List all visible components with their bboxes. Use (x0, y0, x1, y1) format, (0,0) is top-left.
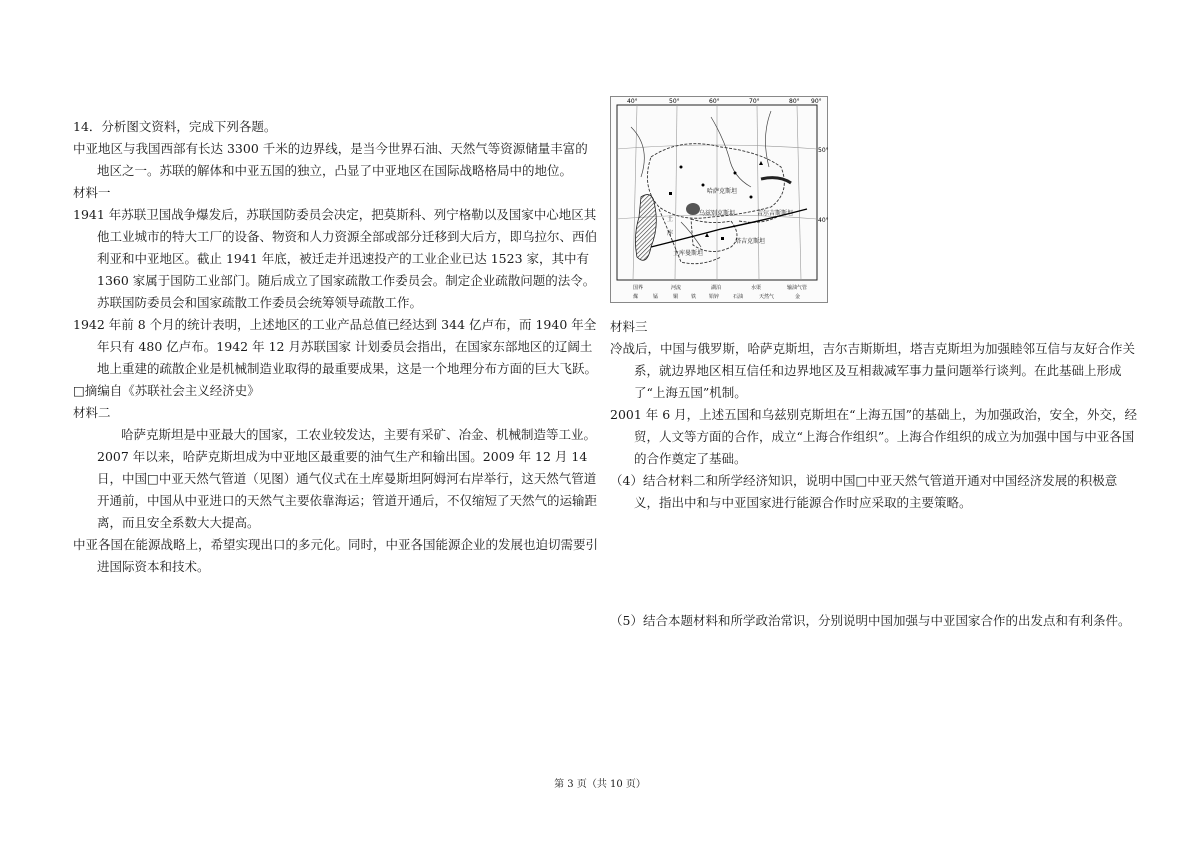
legend-item: 水渠 (751, 285, 762, 291)
intro-paragraph: 中亚地区与我国西部有长达 3300 千米的边界线，是当今世界石油、天然气等资源储量丰富的 地区之一。苏联的解体和中亚五国的独立，凸显了中亚地区在国际战略格局中的地位。 (73, 141, 588, 178)
place-label: 哈萨克斯坦 (707, 188, 738, 195)
material-3-paragraph-1: 冷战后，中国与俄罗斯，哈萨克斯坦，吉尔吉斯斯坦，塔吉克斯坦为加强睦邻互信与友好合作关系，就边界地区相互信任和边界地区及互相裁减军事力量问题举行谈判。在此基础上形成了“上海五国”机制。 (610, 341, 1136, 400)
legend-item: 石油 (733, 294, 744, 300)
lat-label: 40° (818, 217, 829, 224)
legend-item: 煤 (633, 294, 639, 300)
legend-item: 锰 (653, 294, 659, 300)
material-3-title: 材料三 (610, 319, 648, 334)
place-label: 乌兹别克斯坦 (699, 210, 736, 217)
place-label: 土库曼斯坦 (673, 250, 704, 257)
answer-space-4 (610, 514, 1138, 610)
map-figure (611, 97, 827, 302)
place-label: 吉尔吉斯斯坦 (757, 210, 794, 217)
legend-item: 输油气管 (787, 285, 808, 291)
lon-label: 90° (811, 98, 822, 105)
lat-label: 50° (818, 147, 829, 154)
legend-item: 湖泊 (711, 285, 722, 291)
question-5: （5）结合本题材料和所学政治常识，分别说明中国加强与中亚国家合作的出发点和有利条件。 (610, 613, 1131, 628)
page-footer: 第 3 页（共 10 页） (554, 779, 646, 790)
left-column (73, 116, 601, 578)
material-1-paragraph-2: 1942 年前 8 个月的统计表明，上述地区的工业产品总值已经达到 344 亿卢布，而 1940 年全年只有 480 亿卢布。1942 年 12 月苏联国家 计划委员会指出，在国家东部地区的辽阔土地上重建的疏散企业是机械制造业取得的最重要成果，这是一个地理分布方面的巨大飞跃。 (73, 317, 598, 376)
legend-item: 河流 (671, 285, 682, 291)
lon-label: 70° (749, 98, 760, 105)
place-label: 库 (667, 230, 674, 237)
material-1-paragraph-1: 1941 年苏联卫国战争爆发后，苏联国防委员会决定，把莫斯科、列宁格勒以及国家中心地区其他工业城市的特大工厂的设备、物资和人力资源全部或部分迁移到大后方，即乌拉尔、西伯利亚和中亚地区。截止 1941 年底，被迁走并迅速投产的工业企业已达 1523 家，其中有 1360 家属于国防工业部门。随后成立了国家疏散工作委员会。制定企业疏散问题的法令。苏联国防委员会和国家疏散工作委员会统筹领导疏散工作。 (73, 207, 598, 310)
question-14-title: 14．分析图文资料，完成下列各题。 (73, 119, 277, 134)
lon-label: 50° (669, 98, 680, 105)
legend-item: 天然气 (759, 294, 775, 300)
material-2-paragraph-2: 中亚各国在能源战略上，希望实现出口的多元化。同时，中亚各国能源企业的发展也迫切需要引进国际资本和技术。 (73, 537, 599, 574)
central-asia-pipeline-map (610, 96, 828, 303)
lon-label: 80° (789, 98, 800, 105)
place-label: 土 (667, 216, 674, 223)
lon-label: 60° (709, 98, 720, 105)
material-3-paragraph-2: 2001 年 6 月，上述五国和乌兹别克斯坦在“上海五国”的基础上，为加强政治，安全，外交，经贸，人文等方面的合作，成立“上海合作组织”。上海合作组织的成立为加强中国与中亚各国的合作奠定了基础。 (610, 407, 1137, 466)
legend-item: 金 (795, 294, 801, 300)
material-2-paragraph-1: 哈萨克斯坦是中亚最大的国家，工农业较发达，主要有采矿、冶金、机械制造等工业。2007 年以来，哈萨克斯坦成为中亚地区最重要的油气生产和输出国。2009 年 12 月 14 日，中国□中亚天然气管道（见图）通气仪式在土库曼斯坦阿姆河右岸举行，这天然气管道开通前，中国从中亚进口的天然气主要依靠海运；管道开通后，不仅缩短了天然气的运输距离，而且安全系数大大提高。 (97, 427, 598, 530)
legend-item: 铁 (691, 294, 697, 300)
material-1-title: 材料一 (73, 185, 111, 200)
right-column (610, 316, 1138, 632)
legend-item: 国界 (633, 285, 644, 291)
material-2-title: 材料二 (73, 405, 111, 420)
legend-item: 铅锌 (709, 294, 720, 300)
place-label: 塔吉克斯坦 (735, 238, 766, 245)
question-4: （4）结合材料二和所学经济知识，说明中国□中亚天然气管道开通对中国经济发展的积极意义，指出中和与中亚国家进行能源合作时应采取的主要策略。 (610, 473, 1118, 510)
material-1-source: □摘编自《苏联社会主义经济史》 (73, 383, 260, 398)
legend-item: 铜 (673, 294, 679, 300)
lon-label: 40° (627, 98, 638, 105)
